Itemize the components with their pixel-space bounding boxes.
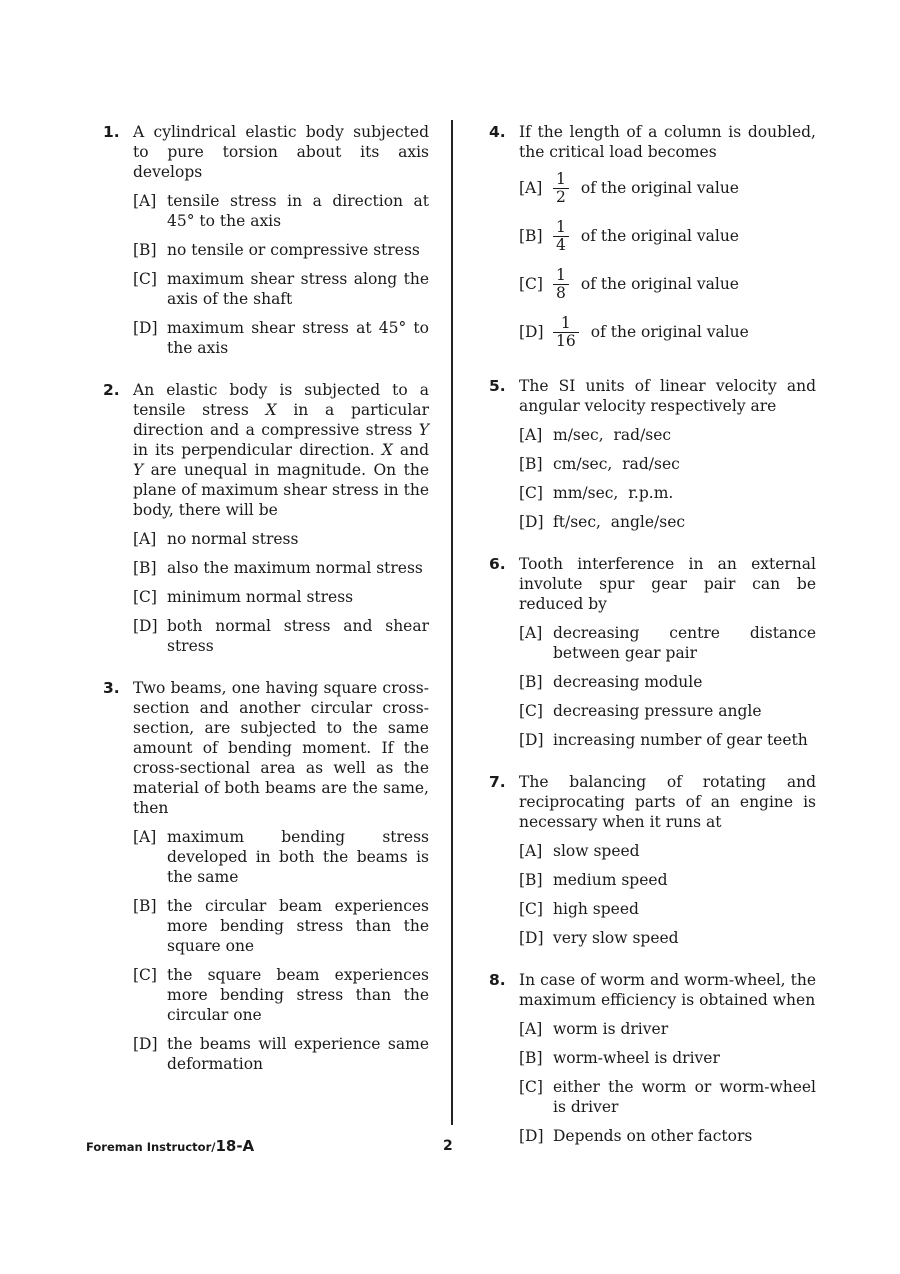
footer-exam-label bbox=[86, 1137, 254, 1156]
option-a bbox=[133, 191, 429, 231]
option-a bbox=[519, 841, 816, 861]
option-text: no tensile or compressive stress bbox=[167, 241, 420, 259]
option-text: high speed bbox=[553, 900, 639, 918]
option-c bbox=[519, 701, 816, 721]
fraction bbox=[553, 171, 569, 206]
left-column bbox=[103, 122, 429, 1096]
option-a bbox=[519, 623, 816, 663]
option-text: both normal stress and shear stress bbox=[167, 617, 429, 655]
option-label: [B] bbox=[519, 455, 543, 473]
option-text: ft/sec, angle/sec bbox=[553, 513, 686, 531]
text-fragment: are unequal in magnitude. On the plane of maximum shear stress in the body, there will be bbox=[133, 461, 429, 519]
option-text: of the original value bbox=[580, 227, 739, 245]
option-text: also the maximum normal stress bbox=[167, 559, 423, 577]
text-fragment: in its perpendicular direction. bbox=[133, 441, 382, 459]
option-c bbox=[133, 587, 429, 607]
option-label: [C] bbox=[133, 588, 157, 606]
fraction-numerator: 1 bbox=[556, 217, 566, 236]
option-label: [B] bbox=[519, 871, 543, 889]
page-footer bbox=[86, 1137, 814, 1159]
option-text: worm is driver bbox=[553, 1020, 669, 1038]
option-b bbox=[133, 896, 429, 956]
fraction-denominator: 2 bbox=[553, 188, 569, 206]
option-label: [C] bbox=[133, 270, 157, 288]
variable-x: X bbox=[265, 401, 277, 419]
option-label: [B] bbox=[519, 1049, 543, 1067]
question-number: 4. bbox=[489, 123, 506, 141]
option-c bbox=[519, 899, 816, 919]
fraction-numerator: 1 bbox=[560, 313, 571, 332]
question-number: 2. bbox=[103, 381, 120, 399]
option-text: of the original value bbox=[580, 275, 739, 293]
option-text: maximum shear stress along the axis of the shaft bbox=[167, 270, 429, 308]
option-label: [D] bbox=[133, 1035, 158, 1053]
fraction-denominator: 4 bbox=[553, 236, 569, 254]
question-text: The balancing of rotating and reciprocating parts of an engine is necessary when it runs at bbox=[519, 773, 816, 831]
option-d bbox=[519, 512, 816, 532]
option-label: [C] bbox=[519, 900, 543, 918]
option-label: [B] bbox=[519, 227, 543, 245]
question-text: A cylindrical elastic body subjected to pure torsion about its axis develops bbox=[133, 123, 429, 181]
question-text: If the length of a column is doubled, the critical load becomes bbox=[519, 123, 816, 161]
fraction-denominator: 16 bbox=[553, 332, 579, 350]
fraction bbox=[553, 267, 569, 302]
option-label: [C] bbox=[519, 484, 543, 502]
option-label: [C] bbox=[519, 702, 543, 720]
option-d bbox=[133, 318, 429, 358]
column-divider bbox=[451, 120, 453, 1125]
question-number: 6. bbox=[489, 555, 506, 573]
option-text: of the original value bbox=[590, 323, 749, 341]
variable-y: Y bbox=[133, 461, 144, 479]
question-4 bbox=[489, 122, 816, 354]
option-d bbox=[519, 928, 816, 948]
option-a bbox=[519, 1019, 816, 1039]
option-c bbox=[519, 483, 816, 503]
option-label: [C] bbox=[519, 1078, 543, 1096]
option-text: of the original value bbox=[580, 179, 739, 197]
option-text: either the worm or worm-wheel is driver bbox=[553, 1078, 816, 1116]
option-label: [A] bbox=[519, 1020, 543, 1038]
question-8 bbox=[489, 970, 816, 1146]
fraction-numerator: 1 bbox=[556, 169, 566, 188]
option-label: [A] bbox=[133, 828, 157, 846]
question-1 bbox=[103, 122, 429, 358]
option-label: [B] bbox=[133, 559, 157, 577]
question-7 bbox=[489, 772, 816, 948]
option-label: [D] bbox=[519, 323, 544, 341]
option-d bbox=[519, 310, 816, 354]
option-b bbox=[519, 454, 816, 474]
option-label: [B] bbox=[133, 897, 157, 915]
option-text: very slow speed bbox=[553, 929, 679, 947]
option-text: minimum normal stress bbox=[167, 588, 354, 606]
question-number: 5. bbox=[489, 377, 506, 395]
option-label: [D] bbox=[133, 319, 158, 337]
option-text: decreasing module bbox=[553, 673, 703, 691]
option-label: [A] bbox=[133, 192, 157, 210]
question-6 bbox=[489, 554, 816, 750]
option-c bbox=[133, 965, 429, 1025]
page-number: 2 bbox=[443, 1138, 453, 1154]
question-text bbox=[133, 380, 429, 520]
option-text: tensile stress in a direction at 45° to the axis bbox=[167, 192, 429, 230]
option-d bbox=[519, 730, 816, 750]
option-label: [A] bbox=[519, 624, 543, 642]
option-b bbox=[133, 240, 429, 260]
question-5 bbox=[489, 376, 816, 532]
option-d bbox=[133, 616, 429, 656]
question-number: 1. bbox=[103, 123, 120, 141]
option-text: maximum shear stress at 45° to the axis bbox=[167, 319, 429, 357]
text-fragment: An elastic body is subjected to a tensile stress bbox=[133, 381, 429, 419]
option-b bbox=[519, 1048, 816, 1068]
option-text: the square beam experiences more bending stress than the circular one bbox=[167, 966, 429, 1024]
option-label: [D] bbox=[519, 929, 544, 947]
option-label: [B] bbox=[519, 673, 543, 691]
exam-name: Foreman Instructor/ bbox=[86, 1140, 216, 1154]
option-b bbox=[519, 870, 816, 890]
question-number: 3. bbox=[103, 679, 120, 697]
fraction-denominator: 8 bbox=[553, 284, 569, 302]
option-b bbox=[133, 558, 429, 578]
option-text: no normal stress bbox=[167, 530, 299, 548]
variable-y: Y bbox=[418, 421, 429, 439]
question-number: 8. bbox=[489, 971, 506, 989]
option-c bbox=[519, 262, 816, 306]
option-label: [C] bbox=[133, 966, 157, 984]
option-label: [D] bbox=[133, 617, 158, 635]
fraction bbox=[553, 219, 569, 254]
option-text: cm/sec, rad/sec bbox=[553, 455, 680, 473]
option-label: [A] bbox=[519, 426, 543, 444]
question-number: 7. bbox=[489, 773, 506, 791]
option-c bbox=[519, 1077, 816, 1117]
option-text: maximum bending stress developed in both the beams is the same bbox=[167, 828, 429, 886]
option-a bbox=[519, 166, 816, 210]
question-text: The SI units of linear velocity and angular velocity respectively are bbox=[519, 377, 816, 415]
option-text: the circular beam experiences more bending stress than the square one bbox=[167, 897, 429, 955]
question-text: In case of worm and worm-wheel, the maximum efficiency is obtained when bbox=[519, 971, 816, 1009]
option-text: decreasing pressure angle bbox=[553, 702, 762, 720]
question-3 bbox=[103, 678, 429, 1074]
booklet-code: 18-A bbox=[215, 1137, 255, 1155]
option-label: [A] bbox=[519, 842, 543, 860]
question-text: Two beams, one having square cross-section and another circular cross-section, are subjected to the same amount of bending moment. If the cross-sectional area as well as the material of both beams are the same, then bbox=[133, 679, 429, 817]
option-text: decreasing centre distance between gear pair bbox=[553, 624, 816, 662]
option-b bbox=[519, 672, 816, 692]
option-text: slow speed bbox=[553, 842, 640, 860]
question-text: Tooth interference in an external involute spur gear pair can be reduced by bbox=[519, 555, 816, 613]
option-label: [A] bbox=[133, 530, 157, 548]
option-a bbox=[133, 827, 429, 887]
option-text: mm/sec, r.p.m. bbox=[553, 484, 674, 502]
option-label: [C] bbox=[519, 275, 543, 293]
right-column bbox=[489, 122, 816, 1168]
variable-x: X bbox=[381, 441, 393, 459]
option-label: [A] bbox=[519, 179, 543, 197]
option-text: increasing number of gear teeth bbox=[553, 731, 808, 749]
option-label: [B] bbox=[133, 241, 157, 259]
question-2 bbox=[103, 380, 429, 656]
option-text: Depends on other factors bbox=[553, 1127, 753, 1145]
option-c bbox=[133, 269, 429, 309]
option-text: worm-wheel is driver bbox=[553, 1049, 720, 1067]
option-label: [D] bbox=[519, 1127, 544, 1145]
option-label: [D] bbox=[519, 731, 544, 749]
option-text: the beams will experience same deformation bbox=[167, 1035, 429, 1073]
option-a bbox=[519, 425, 816, 445]
option-text: m/sec, rad/sec bbox=[553, 426, 672, 444]
text-fragment: in a particular direction and a compressive stress bbox=[133, 401, 429, 439]
option-b bbox=[519, 214, 816, 258]
option-a bbox=[133, 529, 429, 549]
fraction bbox=[553, 315, 579, 350]
option-text: medium speed bbox=[553, 871, 668, 889]
text-fragment: and bbox=[392, 441, 429, 459]
fraction-numerator: 1 bbox=[556, 265, 566, 284]
option-d bbox=[133, 1034, 429, 1074]
option-label: [D] bbox=[519, 513, 544, 531]
